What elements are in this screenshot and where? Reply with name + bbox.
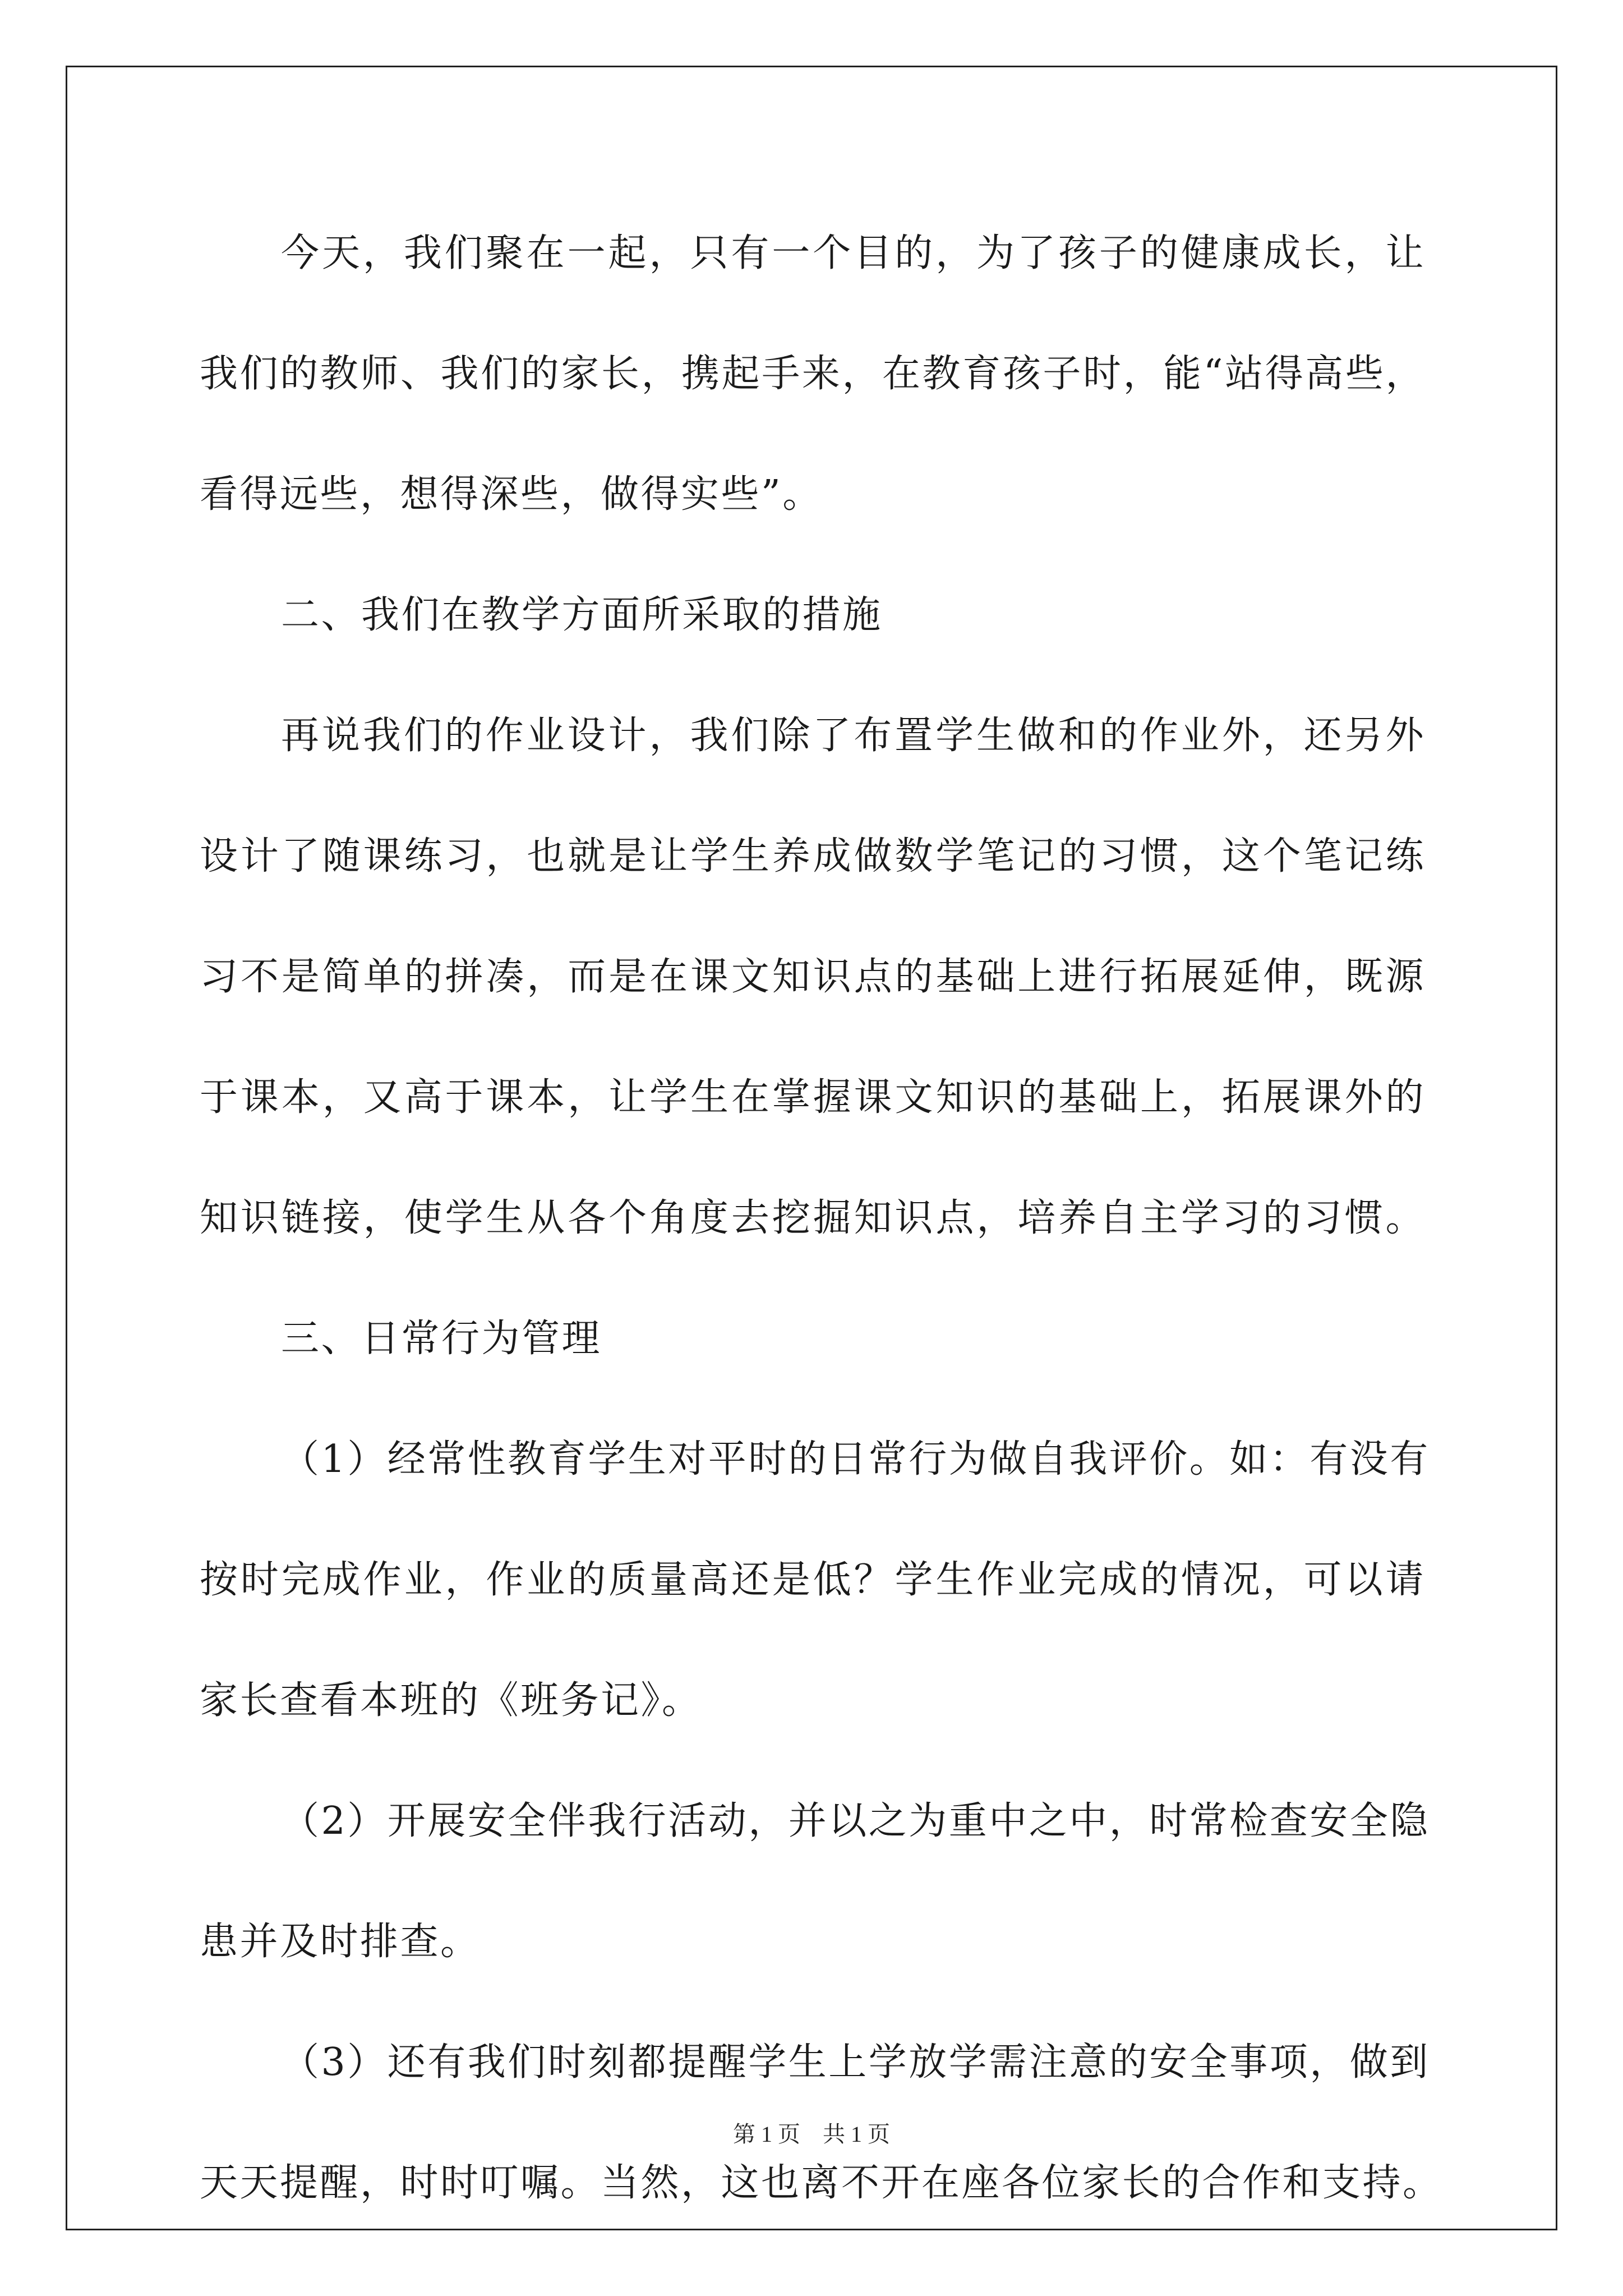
text-line: （3）还有我们时刻都提醒学生上学放学需注意的安全事项，做到 (281, 2040, 1430, 2085)
text-line: 天天提醒，时时叮嘱。当然，这也离不开在座各位家长的合作和支持。 (200, 2161, 1443, 2205)
text-line: 家长查看本班的《班务记》。 (200, 1678, 702, 1723)
page-number: 第 1 页 (733, 2122, 800, 2147)
page-footer (0, 2120, 1623, 2148)
text-line: 设计了随课练习，也就是让学生养成做数学笔记的习惯，这个笔记练 (200, 834, 1426, 878)
text-line: 我们的教师、我们的家长，携起手来，在教育孩子时，能“站得高些， (200, 352, 1426, 396)
document-body (200, 214, 1443, 2265)
text-line: 按时完成作业，作业的质量高还是低？学生作业完成的情况，可以请 (200, 1558, 1426, 1602)
page-total: 共 1 页 (823, 2122, 890, 2147)
text-line: （2）开展安全伴我行活动，并以之为重中之中，时常检查安全隐 (281, 1799, 1430, 1843)
text-line: 看得远些，想得深些，做得实些”。 (200, 472, 823, 517)
text-line: 二、我们在教学方面所采取的措施 (281, 593, 883, 637)
text-line: 患并及时排查。 (200, 1920, 481, 1964)
text-line: 再说我们的作业设计，我们除了布置学生做和的作业外，还另外 (281, 714, 1426, 758)
text-line: 三、日常行为管理 (281, 1317, 602, 1361)
text-line: （1）经常性教育学生对平时的日常行为做自我评价。如：有没有 (281, 1437, 1430, 1481)
text-line: 习不是简单的拼凑，而是在课文知识点的基础上进行拓展延伸，既源 (200, 955, 1426, 999)
text-line: 今天，我们聚在一起，只有一个目的，为了孩子的健康成长，让 (281, 231, 1426, 275)
text-line: 知识链接，使学生从各个角度去挖掘知识点，培养自主学习的习惯。 (200, 1196, 1426, 1240)
text-line: 于课本，又高于课本，让学生在掌握课文知识的基础上，拓展课外的 (200, 1075, 1426, 1120)
